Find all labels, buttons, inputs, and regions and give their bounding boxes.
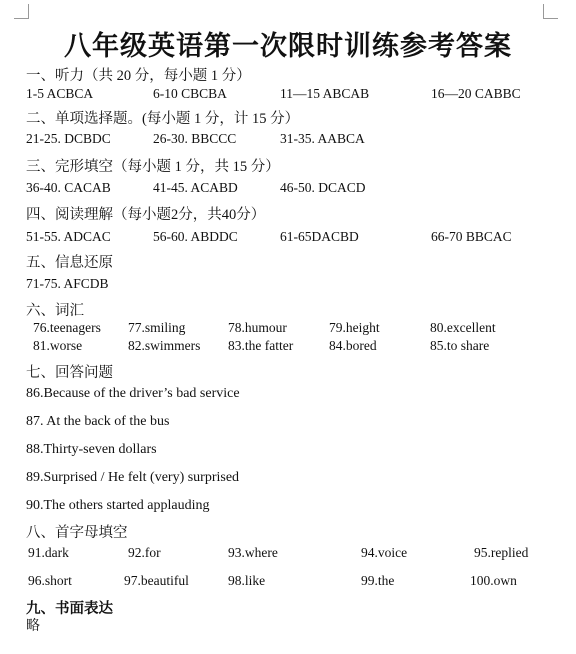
answer-item: 66-70 BBCAC	[431, 229, 512, 244]
answer-item: 82.swimmers	[128, 338, 201, 353]
answer-item: 21-25. DCBDC	[26, 131, 111, 146]
section-9-heading: 九、书面表达	[26, 601, 113, 617]
section-7-heading: 七、回答问题	[26, 365, 113, 381]
answer-item: 92.for	[128, 545, 161, 560]
section-5-answers	[0, 276, 576, 294]
answer-item: 26-30. BBCCC	[153, 131, 237, 146]
section-3-heading: 三、完形填空（每小题 1 分，共 15 分）	[26, 159, 280, 175]
document-title: 八年级英语第一次限时训练参考答案	[64, 31, 512, 61]
answer-item: 1-5 ACBCA	[26, 86, 94, 101]
answer-item: 51-55. ADCAC	[26, 229, 111, 244]
answer-item: 79.height	[329, 320, 380, 335]
answer-item: 83.the fatter	[228, 338, 294, 353]
section-4-heading: 四、阅读理解（每小题2分，共40分）	[26, 207, 266, 223]
answer-item: 85.to share	[430, 338, 490, 353]
answer-item: 76.teenagers	[33, 320, 101, 335]
section-3-answers	[0, 180, 576, 198]
answer-item: 56-60. ABDDC	[153, 229, 238, 244]
section-8-heading: 八、首字母填空	[26, 525, 128, 541]
page-corner-mark-left	[14, 4, 29, 19]
page-corner-mark-right	[543, 4, 558, 19]
answer-item: 94.voice	[361, 545, 408, 560]
answer-item: 84.bored	[329, 338, 377, 353]
answer-item: 90.The others started applauding	[26, 498, 210, 513]
answer-item: 93.where	[228, 545, 278, 560]
section-2-answers	[0, 131, 576, 149]
section-6-row-2	[0, 338, 576, 356]
answer-item: 91.dark	[28, 545, 69, 560]
section-2-heading: 二、单项选择题。(每小题 1 分，计 15 分）	[26, 111, 300, 127]
answer-item: 100.own	[470, 573, 517, 588]
answer-item: 41-45. ACABD	[153, 180, 238, 195]
section-1-answers	[0, 86, 576, 104]
answer-item: 81.worse	[33, 338, 83, 353]
answer-item: 87. At the back of the bus	[26, 414, 170, 429]
answer-item: 86.Because of the driver’s bad service	[26, 386, 240, 401]
section-4-answers	[0, 229, 576, 247]
section-6-row-1	[0, 320, 576, 338]
section-5-heading: 五、信息还原	[26, 255, 113, 271]
answer-item: 88.Thirty-seven dollars	[26, 442, 157, 457]
answer-item: 78.humour	[228, 320, 287, 335]
answer-item: 96.short	[28, 573, 72, 588]
section-1-heading: 一、听力（共 20 分，每小题 1 分）	[26, 68, 251, 84]
answer-item: 略	[26, 619, 40, 634]
answer-item: 11—15 ABCAB	[280, 86, 370, 101]
answer-item: 46-50. DCACD	[280, 180, 366, 195]
answer-item: 80.excellent	[430, 320, 496, 335]
answer-item: 89.Surprised / He felt (very) surprised	[26, 470, 240, 485]
answer-item: 95.replied	[474, 545, 529, 560]
answer-item: 16—20 CABBC	[431, 86, 521, 101]
answer-item: 99.the	[361, 573, 395, 588]
answer-item: 36-40. CACAB	[26, 180, 111, 195]
section-6-heading: 六、词汇	[26, 303, 84, 319]
answer-item: 98.like	[228, 573, 266, 588]
answer-item: 31-35. AABCA	[280, 131, 365, 146]
answer-item: 77.smiling	[128, 320, 186, 335]
answer-item: 97.beautiful	[124, 573, 189, 588]
section-8-row-2	[0, 573, 576, 591]
section-8-row-1	[0, 545, 576, 563]
answer-item: 71-75. AFCDB	[26, 276, 109, 291]
answer-item: 61-65DACBD	[280, 229, 359, 244]
answer-item: 6-10 CBCBA	[153, 86, 227, 101]
